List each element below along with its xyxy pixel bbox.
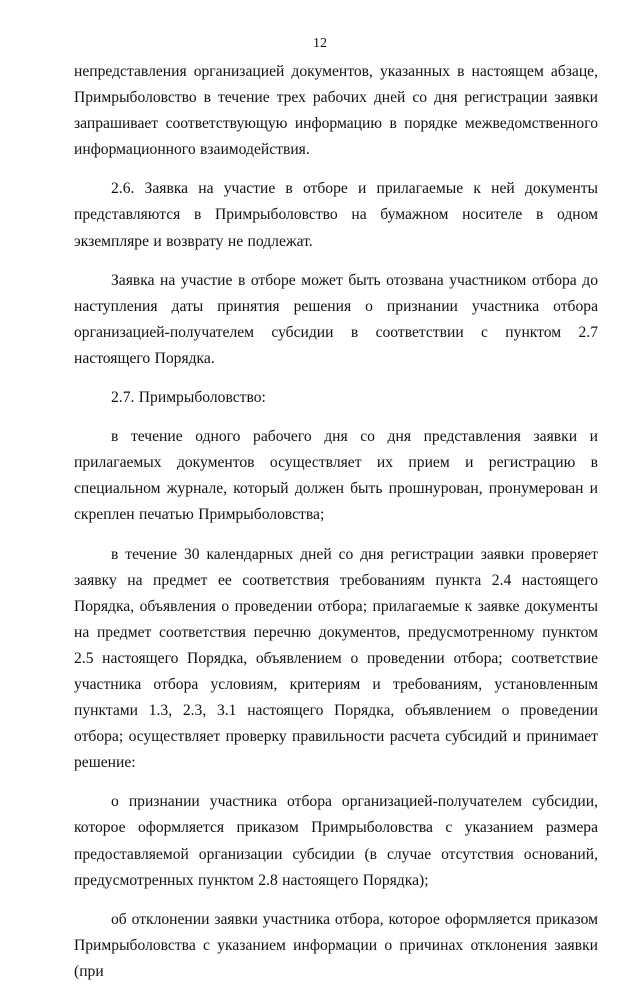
- paragraph-verification: в течение 30 календарных дней со дня регистрации заявки проверяет заявку на предмет ее соответствия требованиям пункта 2.4 настоящего Порядка, объявления о проведении отбора; прилагаемые к заявке документы на предмет соответствия перечню документов, предусмотренному пунктом 2.5 настоящего Порядка, объявлением о проведении отбора; соответствие участника отбора условиям, критериям и требованиям, установленным пунктами 1.3, 2.3, 3.1 настоящего Порядка, объявлением о проведении отбора; осуществляет проверку правильности расчета субсидий и принимает решение:: [74, 545, 598, 772]
- document-body: [74, 59, 598, 998]
- page-number: 12: [313, 36, 327, 51]
- paragraph-2-6: 2.6. Заявка на участие в отборе и прилагаемые к ней документы представляются в Примрыболовство на бумажном носителе в одном экземпляре и возврату не подлежат.: [74, 180, 598, 250]
- paragraph-continuation: непредставления организацией документов, указанных в настоящем абзаце, Примрыболовство в течение трех рабочих дней со дня регистрации заявки запрашивает соответствующую информацию в порядке межведомственного информационного взаимодействия.: [74, 63, 598, 159]
- paragraph-withdrawal: Заявка на участие в отборе может быть отозвана участником отбора до наступления даты принятия решения о признании участника отбора организацией-получателем субсидии в соответствии с пунктом 2.7 настоящего Порядка.: [74, 271, 598, 367]
- paragraph-2-7-heading: 2.7. Примрыболовство:: [111, 389, 266, 407]
- paragraph-registration: в течение одного рабочего дня со дня представления заявки и прилагаемых документов осуществляет их прием и регистрацию в специальном журнале, который должен быть прошнурован, пронумерован и скреплен печатью Примрыболовства;: [74, 428, 598, 524]
- paragraph-recognition: о признании участника отбора организацией-получателем субсидии, которое оформляется приказом Примрыболовства с указанием размера предоставляемой организации субсидии (в случае отсутствия оснований, предусмотренных пунктом 2.8 настоящего Порядка);: [74, 793, 598, 889]
- paragraph-rejection: об отклонении заявки участника отбора, которое оформляется приказом Примрыболовства с указанием информации о причинах отклонения заявки (при: [74, 910, 598, 980]
